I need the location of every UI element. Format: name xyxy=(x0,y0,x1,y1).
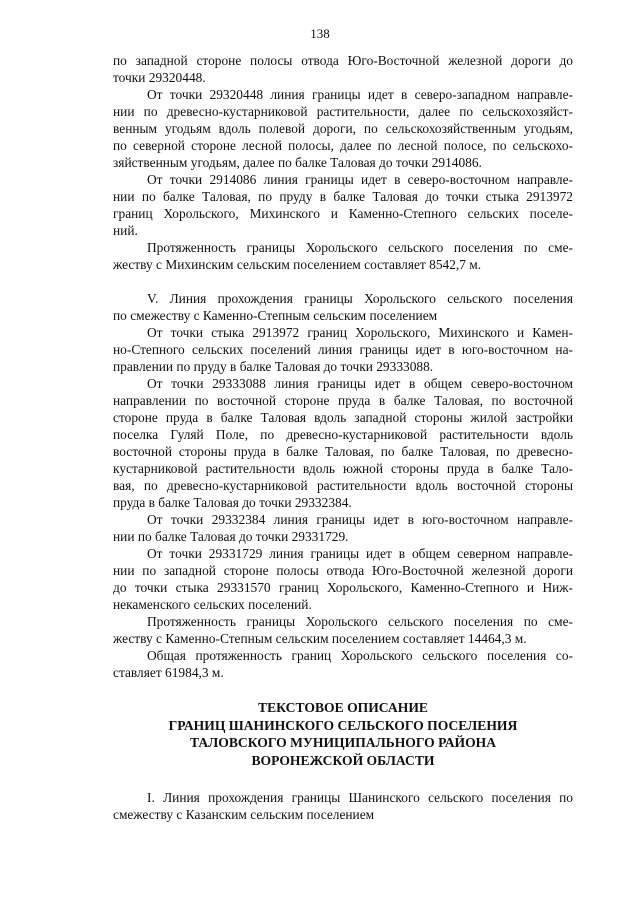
text-line: по смежеству с Каменно-Степным сельским поселением xyxy=(113,308,438,323)
text-line: некаменского сельских поселений. xyxy=(113,597,312,612)
document-body xyxy=(113,52,573,823)
text-line: нии по балке Таловая до точки 29331729. xyxy=(113,529,349,544)
text-line: пруда в балке Таловая до точки 29332384. xyxy=(113,495,352,510)
page-number: 138 xyxy=(310,26,330,41)
section-1-title xyxy=(113,789,573,823)
text-line: но-Степного сельских поселений линия границы идет в юго-восточном на- xyxy=(113,342,573,357)
paragraph-p8 xyxy=(113,511,573,545)
text-line: Протяженность границы Хорольского сельского поселения по сме- xyxy=(147,614,573,629)
text-line: правлении по пруду в балке Таловая до точки 29333088. xyxy=(113,359,434,374)
text-line: жеству с Каменно-Степным сельским поселением составляет 14464,3 м. xyxy=(113,631,527,646)
text-line: границ Хорольского, Михинского и Каменно-Степного сельских поселе- xyxy=(113,206,573,221)
text-line: зяйственным угодьям, далее по балке Таловая до точки 2914086. xyxy=(113,155,482,170)
paragraph-p1 xyxy=(113,52,573,86)
text-line: до точки стыка 29331570 границ Хорольского, Каменно-Степного и Ниж- xyxy=(113,580,573,595)
text-line: жеству с Михинским сельским поселением составляет 8542,7 м. xyxy=(113,257,482,272)
text-line: От точки 29320448 линия границы идет в северо-западном направле- xyxy=(147,87,573,102)
text-line: нии по древесно-кустарниковой растительности, далее по сельскохозяйст- xyxy=(113,104,573,119)
text-line: V. Линия прохождения границы Хорольского сельского поселения xyxy=(147,291,573,306)
heading-line: ТЕКСТОВОЕ ОПИСАНИЕ xyxy=(258,700,428,715)
text-line: точки 29320448. xyxy=(113,70,206,85)
paragraph-p3 xyxy=(113,171,573,239)
paragraph-p6 xyxy=(113,324,573,375)
paragraph-p9 xyxy=(113,545,573,613)
text-line: нии по балке Таловая, по пруду в балке Таловая до точки стыка 2913972 xyxy=(113,189,573,204)
paragraph-p2 xyxy=(113,86,573,171)
text-line: I. Линия прохождения границы Шанинского сельского поселения по xyxy=(147,790,573,805)
paragraph-p7 xyxy=(113,375,573,511)
heading-line: ТАЛОВСКОГО МУНИЦИПАЛЬНОГО РАЙОНА xyxy=(189,735,497,750)
paragraph-p4 xyxy=(113,239,573,273)
text-line: поселка Гуляй Поле, по древесно-кустарниковой растительности вдоль xyxy=(113,427,573,442)
text-line: стороне пруда в балке Таловая вдоль западной стороны жилой застройки xyxy=(113,410,573,425)
text-line: венным угодьям вдоль полевой дороги, по сельскохозяйственным угодьям, xyxy=(113,121,573,136)
text-line: по северной стороне лесной полосы, далее по лесной полосе, по сельскохо- xyxy=(113,138,573,153)
text-line: От точки 29332384 линия границы идет в юго-восточном направле- xyxy=(147,512,573,527)
text-line: направлении по восточной стороне пруда в балке Таловая, по восточной xyxy=(113,393,573,408)
text-line: От точки стыка 2913972 границ Хорольского, Михинского и Камен- xyxy=(147,325,573,340)
heading-line: ГРАНИЦ ШАНИНСКОГО СЕЛЬСКОГО ПОСЕЛЕНИЯ xyxy=(168,717,518,733)
section-heading xyxy=(113,699,573,769)
section-5-title xyxy=(113,290,573,324)
text-line: От точки 29331729 линия границы идет в общем северном направле- xyxy=(147,546,573,561)
text-line: От точки 2914086 линия границы идет в северо-восточном направле- xyxy=(147,172,573,187)
text-line: От точки 29333088 линия границы идет в общем северо-восточном xyxy=(147,376,573,391)
text-line: ставляет 61984,3 м. xyxy=(113,665,224,680)
text-line: смежеству с Казанским сельским поселением xyxy=(113,807,375,822)
heading-line: ВОРОНЕЖСКОЙ ОБЛАСТИ xyxy=(251,752,435,768)
text-line: нии по западной стороне полосы отвода Юго-Восточной железной дороги xyxy=(113,563,573,578)
paragraph-p10 xyxy=(113,613,573,647)
text-line: ний. xyxy=(113,223,138,238)
text-line: Протяженность границы Хорольского сельского поселения по сме- xyxy=(147,240,573,255)
paragraph-p11 xyxy=(113,647,573,681)
text-line: Общая протяженность границ Хорольского сельского поселения со- xyxy=(147,648,573,663)
text-line: вая, по древесно-кустарниковой растительности вдоль восточной стороны xyxy=(113,478,573,493)
text-line: кустарниковой растительности вдоль южной стороны пруда в балке Тало- xyxy=(113,461,573,476)
text-line: восточной стороны пруда в балке Таловая, по балке Таловая, по древесно- xyxy=(113,444,573,459)
text-line: по западной стороне полосы отвода Юго-Восточной железной дороги до xyxy=(113,53,573,68)
